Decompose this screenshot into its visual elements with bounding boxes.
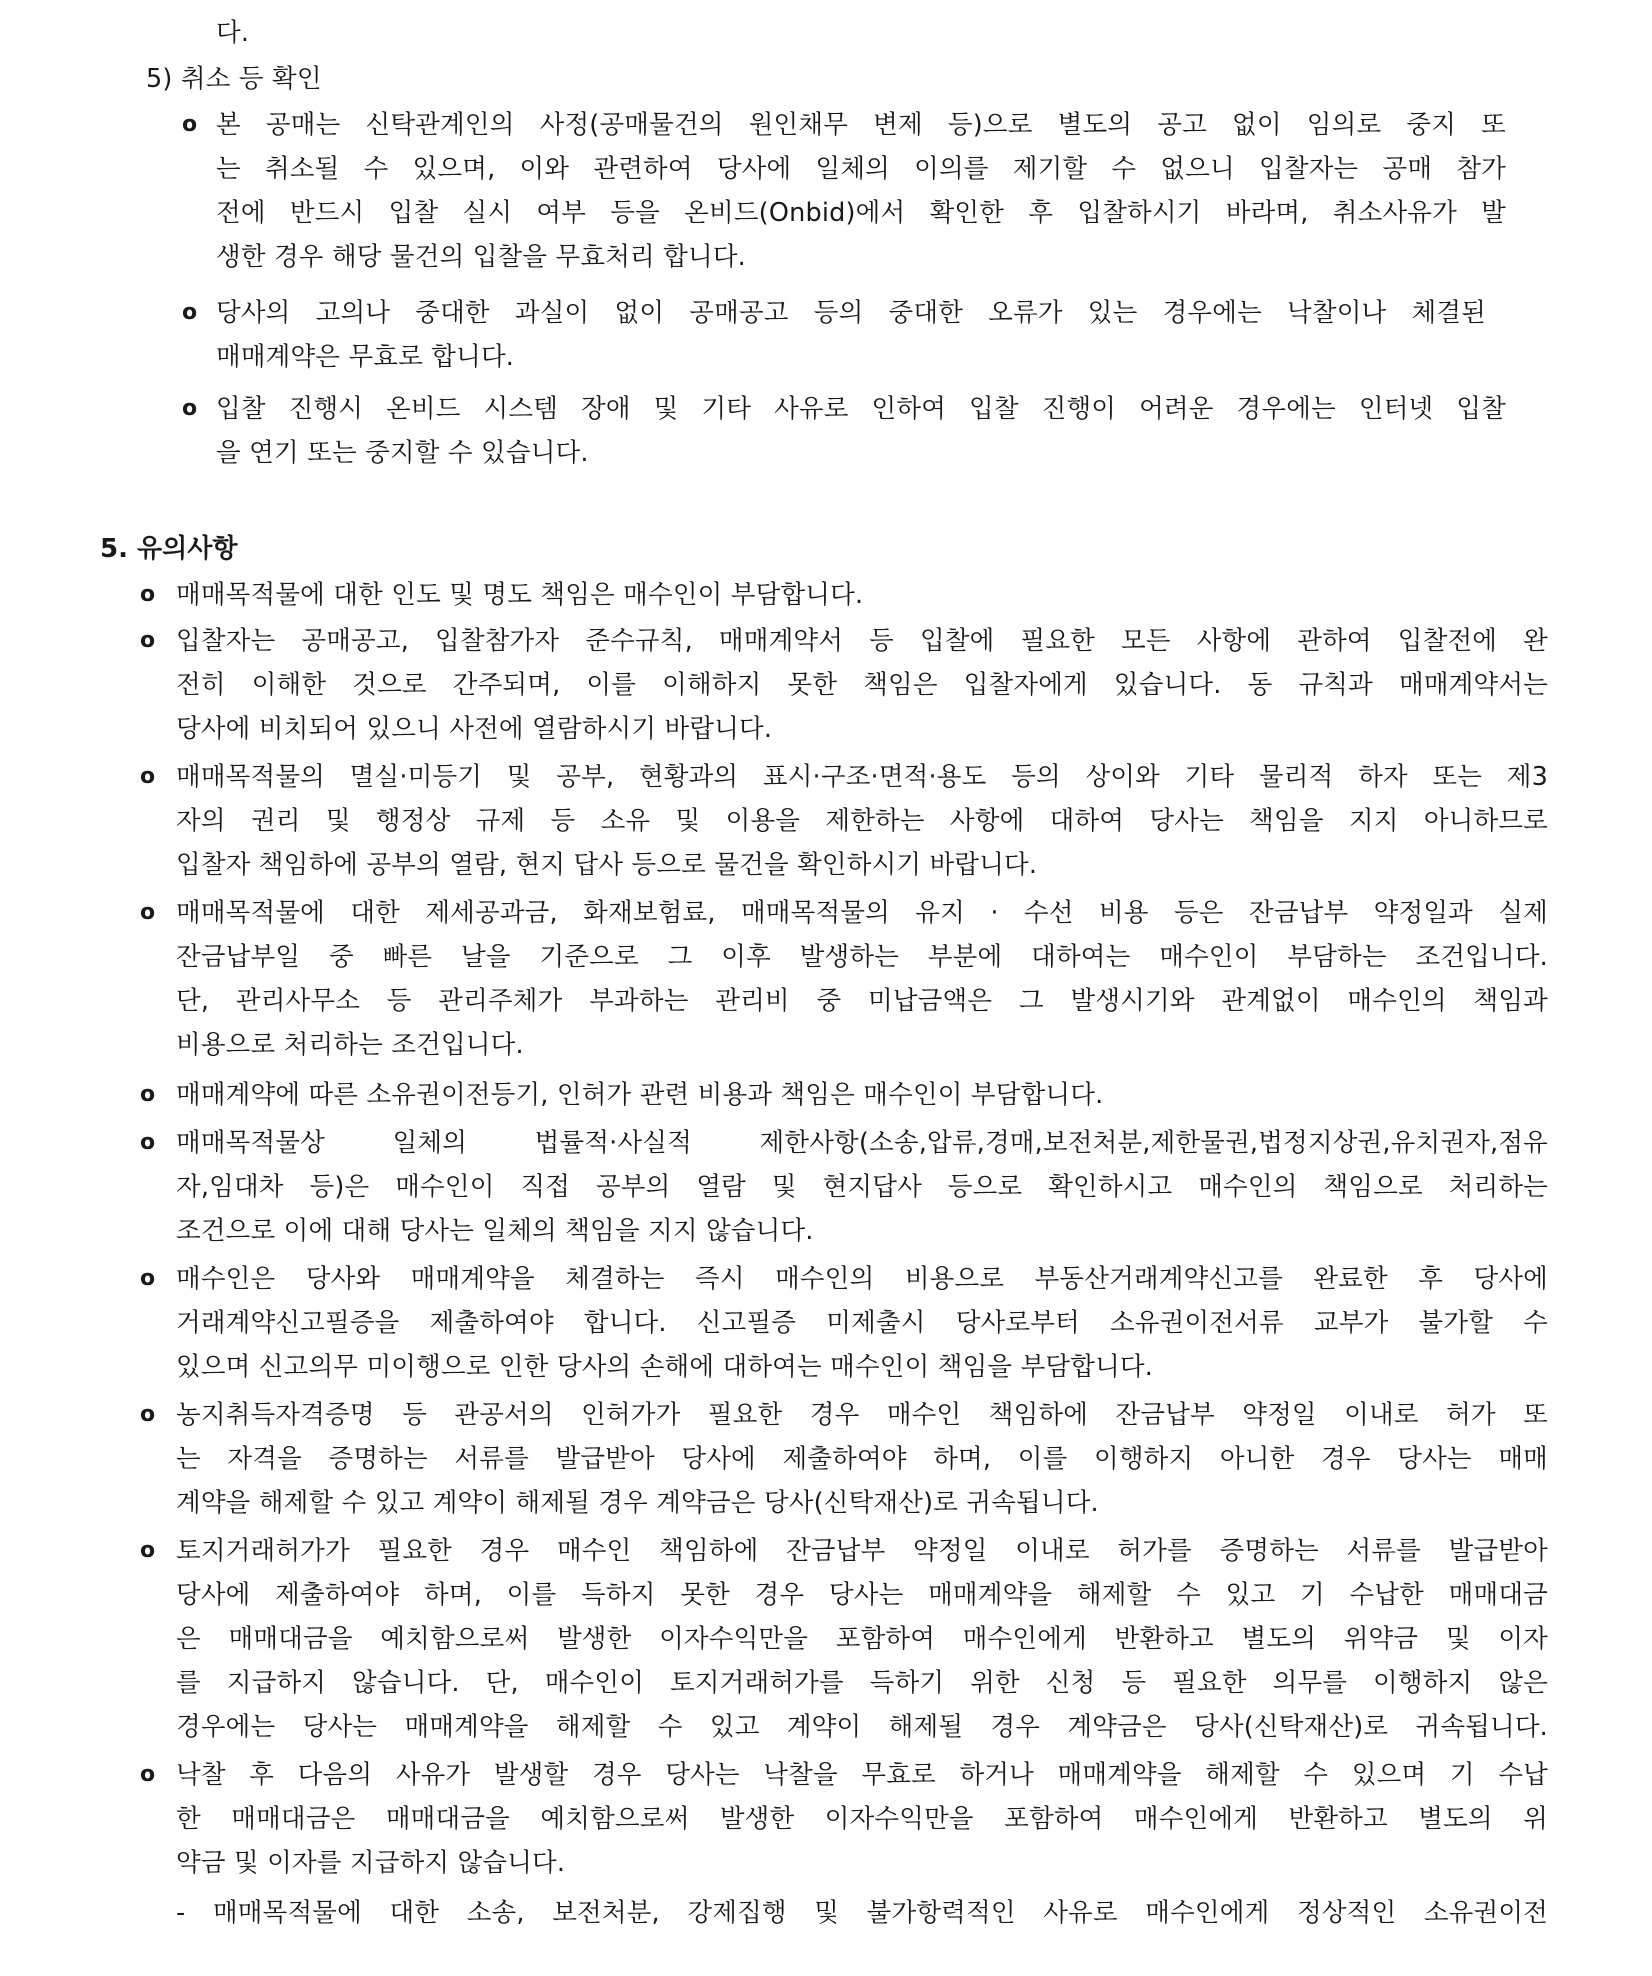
- paragraph-line: 입찰자 책임하에 공부의 열람, 현지 답사 등으로 물건을 확인하시기 바랍니다.: [176, 850, 1038, 880]
- paragraph-line: 단, 관리사무소 등 관리주체가 부과하는 관리비 중 미납금액은 그 발생시기와 관계없이 매수인의 책임과: [176, 986, 1548, 1016]
- bullet-marker: o: [140, 1266, 156, 1291]
- paragraph-line: 낙찰 후 다음의 사유가 발생할 경우 당사는 낙찰을 무효로 하거나 매매계약을 해제할 수 있으며 기 수납: [176, 1760, 1548, 1790]
- paragraph-line: 전히 이해한 것으로 간주되며, 이를 이해하지 못한 책임은 입찰자에게 있습니다. 동 규칙과 매매계약서는: [176, 670, 1548, 700]
- section-heading: 5. 유의사항: [100, 534, 238, 564]
- paragraph-line: 은 매매대금을 예치함으로써 발생한 이자수익만을 포함하여 매수인에게 반환하고 별도의 위약금 및 이자: [176, 1624, 1548, 1654]
- bullet-marker: o: [140, 628, 156, 653]
- bullet-marker: o: [140, 1130, 156, 1155]
- paragraph-line: 생한 경우 해당 물건의 입찰을 무효처리 합니다.: [216, 242, 746, 272]
- bullet-marker: o: [182, 300, 198, 325]
- paragraph-line: 있으며 신고의무 미이행으로 인한 당사의 손해에 대하여는 매수인이 책임을 부담합니다.: [176, 1352, 1154, 1382]
- paragraph-line: 농지취득자격증명 등 관공서의 인허가가 필요한 경우 매수인 책임하에 잔금납부 약정일 이내로 허가 또: [176, 1400, 1548, 1430]
- paragraph-line: 당사의 고의나 중대한 과실이 없이 공매공고 등의 중대한 오류가 있는 경우에는 낙찰이나 체결된: [216, 298, 1486, 328]
- paragraph-line: 당사에 제출하여야 하며, 이를 득하지 못한 경우 당사는 매매계약을 해제할 수 있고 기 수납한 매매대금: [176, 1580, 1548, 1610]
- paragraph-line: 는 취소될 수 있으며, 이와 관련하여 당사에 일체의 이의를 제기할 수 없으니 입찰자는 공매 참가: [216, 154, 1506, 184]
- paragraph-line: 자,임대차 등)은 매수인이 직접 공부의 열람 및 현지답사 등으로 확인하시고 매수인의 책임으로 처리하는: [176, 1172, 1548, 1202]
- paragraph-line: 매수인은 당사와 매매계약을 체결하는 즉시 매수인의 비용으로 부동산거래계약신고를 완료한 후 당사에: [176, 1264, 1548, 1294]
- bullet-marker: o: [140, 1762, 156, 1787]
- paragraph-line: 비용으로 처리하는 조건입니다.: [176, 1030, 524, 1060]
- paragraph-line: 을 연기 또는 중지할 수 있습니다.: [216, 438, 589, 468]
- paragraph-line: 토지거래허가가 필요한 경우 매수인 책임하에 잔금납부 약정일 이내로 허가를 증명하는 서류를 발급받아: [176, 1536, 1548, 1566]
- paragraph-line: 입찰 진행시 온비드 시스템 장애 및 기타 사유로 인하여 입찰 진행이 어려운 경우에는 인터넷 입찰: [216, 394, 1506, 424]
- paragraph-line: 전에 반드시 입찰 실시 여부 등을 온비드(Onbid)에서 확인한 후 입찰하시기 바라며, 취소사유가 발: [216, 198, 1506, 228]
- bullet-marker: o: [140, 1538, 156, 1563]
- paragraph-line: 계약을 해제할 수 있고 계약이 해제될 경우 계약금은 당사(신탁재산)로 귀속됩니다.: [176, 1488, 1099, 1518]
- paragraph-line: 를 지급하지 않습니다. 단, 매수인이 토지거래허가를 득하기 위한 신청 등 필요한 의무를 이행하지 않은: [176, 1668, 1548, 1698]
- paragraph-line: 거래계약신고필증을 제출하여야 합니다. 신고필증 미제출시 당사로부터 소유권이전서류 교부가 불가할 수: [176, 1308, 1548, 1338]
- paragraph-line: 매매목적물에 대한 인도 및 명도 책임은 매수인이 부담합니다.: [176, 580, 864, 610]
- bullet-marker: o: [140, 1402, 156, 1427]
- dash-sub-item: - 매매목적물에 대한 소송, 보전처분, 강제집행 및 불가항력적인 사유로 매수인에게 정상적인 소유권이전: [176, 1898, 1548, 1928]
- paragraph-line: 매매목적물상 일체의 법률적·사실적 제한사항(소송,압류,경매,보전처분,제한물권,법정지상권,유치권자,점유: [176, 1128, 1548, 1158]
- paragraph-line: 는 자격을 증명하는 서류를 발급받아 당사에 제출하여야 하며, 이를 이행하지 아니한 경우 당사는 매매: [176, 1444, 1548, 1474]
- paragraph-line: 매매목적물의 멸실·미등기 및 공부, 현황과의 표시·구조·면적·용도 등의 상이와 기타 물리적 하자 또는 제3: [176, 762, 1548, 792]
- paragraph-line: 입찰자는 공매공고, 입찰참가자 준수규칙, 매매계약서 등 입찰에 필요한 모든 사항에 관하여 입찰전에 완: [176, 626, 1548, 656]
- bullet-marker: o: [140, 764, 156, 789]
- paragraph-line: 약금 및 이자를 지급하지 않습니다.: [176, 1848, 566, 1878]
- paragraph-line: 잔금납부일 중 빠른 날을 기준으로 그 이후 발생하는 부분에 대하여는 매수인이 부담하는 조건입니다.: [176, 942, 1548, 972]
- subsection-heading: 5) 취소 등 확인: [146, 64, 322, 94]
- paragraph-line: 한 매매대금은 매매대금을 예치함으로써 발생한 이자수익만을 포함하여 매수인에게 반환하고 별도의 위: [176, 1804, 1548, 1834]
- bullet-marker: o: [182, 112, 198, 137]
- paragraph-line: 자의 권리 및 행정상 규제 등 소유 및 이용을 제한하는 사항에 대하여 당사는 책임을 지지 아니하므로: [176, 806, 1548, 836]
- paragraph-line: 당사에 비치되어 있으니 사전에 열람하시기 바랍니다.: [176, 714, 773, 744]
- paragraph-line: 매매목적물에 대한 제세공과금, 화재보험료, 매매목적물의 유지 · 수선 비용 등은 잔금납부 약정일과 실제: [176, 898, 1548, 928]
- paragraph-line: 본 공매는 신탁관계인의 사정(공매물건의 원인채무 변제 등)으로 별도의 공고 없이 임의로 중지 또: [216, 110, 1506, 140]
- bullet-marker: o: [182, 396, 198, 421]
- paragraph-line: 매매계약에 따른 소유권이전등기, 인허가 관련 비용과 책임은 매수인이 부담합니다.: [176, 1080, 1104, 1110]
- bullet-marker: o: [140, 900, 156, 925]
- paragraph-line: 조건으로 이에 대해 당사는 일체의 책임을 지지 않습니다.: [176, 1216, 814, 1246]
- bullet-marker: o: [140, 582, 156, 607]
- paragraph-line: 경우에는 당사는 매매계약을 해제할 수 있고 계약이 해제될 경우 계약금은 당사(신탁재산)로 귀속됩니다.: [176, 1712, 1548, 1742]
- paragraph-line: 매매계약은 무효로 합니다.: [216, 342, 515, 372]
- bullet-marker: o: [140, 1082, 156, 1107]
- continued-text: 다.: [216, 18, 250, 48]
